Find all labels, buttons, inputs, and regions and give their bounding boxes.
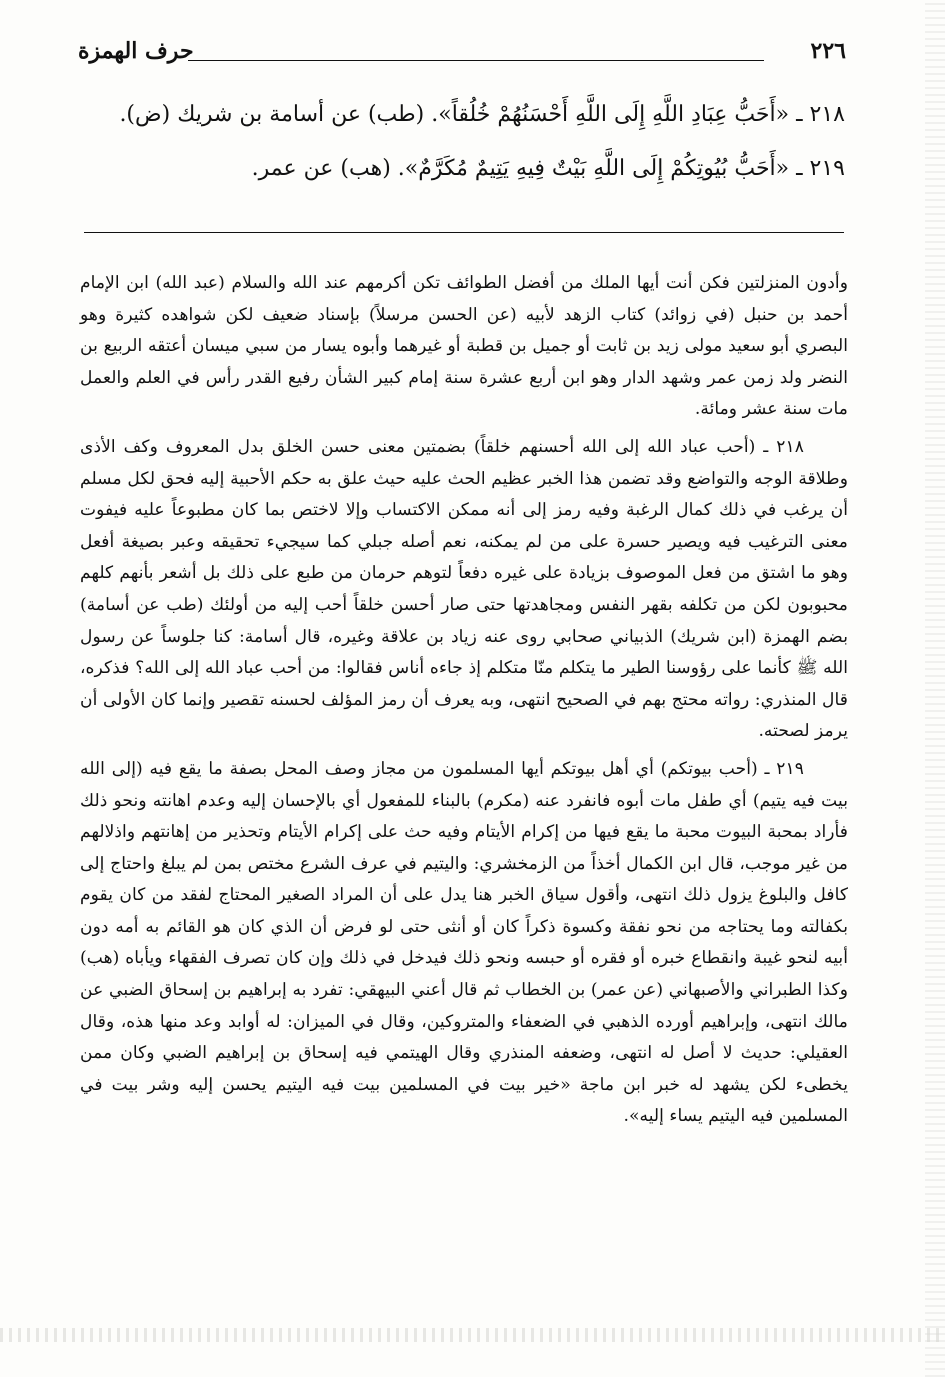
commentary-paragraph-218: ٢١٨ ـ (أحب عباد الله إلى الله أحسنهم خلقاً) بضمتين معنى حسن الخلق بدل المعروف وكف الأذى وطلاقة الوجه والتواضع وقد تضمن هذا الخبر عظيم الحث عليه حيث علق به حكم الأحبية إليه فحق لكل مسلم أن يرغب في ذلك كمال الرغبة وفيه رمز إلى أنه ممكن الاكتساب وإلا لاختص بما كان مطبوعاً عليه فيفوت معنى الترغيب فيه ويصير حسرة على من لم يمكنه، نعم أصله جبلي كما سيجيء تحقيقه وعبر بصيغة أفعل وهو ما اشتق من فعل الموصوف بزيادة على غيره دفعاً لتوهم حرمان من طبع على ذلك بل أشعر بأنهم كلهم محبوبون لكن من تكلفه بقهر النفس ومجاهدتها حتى صار أحسن خلقاً أحب إليه من أولئك (طب عن أسامة) بضم الهمزة (ابن شريك) الذبياني صحابي روى عنه زياد بن علاقة وغيره، قال أسامة: كنا جلوساً عن رسول الله ﷺ كأنما على رؤوسنا الطير ما يتكلم منّا متكلم إذ جاءه أناس فقالوا: من أحب عباد الله إلى الله؟ فذكره، قال المنذري: رواته محتج بهم في الصحيح انتهى، وبه يعرف أن رمز المؤلف لحسنه تقصير وإنما كان الأولى أن يرمز لصحته.	[80, 436, 848, 742]
scan-edge-noise	[925, 0, 945, 1377]
page-header	[78, 38, 846, 72]
header-rule	[188, 60, 764, 61]
commentary-paragraph-219: ٢١٩ ـ (أحب بيوتكم) أي أهل بيوتكم أيها المسلمون من مجاز وصف المحل بصفة ما يقع فيه (إلى الله بيت فيه يتيم) أي طفل مات أبوه فانفرد عنه (مكرم) بالبناء للمفعول أي بالإحسان إليه وعدم اهانته ونحو ذلك فأراد بمحبة البيوت محبة ما يقع فيها من إكرام الأيتام وفيه حث على إكرام الأيتام وتحذير من إهانتهم واذلالهم من غير موجب، قال ابن الكمال أخذاً من الزمخشري: واليتيم في عرف الشرع مختص بمن لم يبلغ واحتاج إلى كافل والبلوغ يزول ذلك انتهى، وأقول سياق الخبر هنا يدل على أن المراد الصغير المحتاج لفقد من كان يقوم بكفالته وما يحتاجه من نحو نفقة وكسوة ذكراً كان أو أنثى حتى لو فرض أن الذي كان هو القائم به أمه دون أبيه لنحو غيبة وانقطاع خبره أو فقره أو حبسه ونحو ذلك فيدخل في ذلك وإن كان تصرف الفقهاء ويأباه (هب) وكذا الطبراني والأصبهاني (عن عمر) بن الخطاب ثم قال أعني البيهقي: تفرد به إبراهيم بن إسحاق الضبي عن مالك انتهى، وإبراهيم أورده الذهبي في الضعفاء والمتروكين، وقال في الميزان: له أوابد وعد منها هذه، وقال العقيلي: حديث لا أصل له انتهى، وضعفه المنذري وقال الهيتمي فيه إسحاق بن إبراهيم الضبي وكان ممن يخطىء لكن يشهد له خبر ابن ماجة «خير بيت في المسلمين بيت فيه اليتيم يحسن إليه وشر بيت في المسلمين فيه اليتيم يساء إليه».	[80, 758, 848, 1127]
commentary-section	[80, 268, 848, 1139]
scan-bottom-noise	[0, 1328, 945, 1342]
hadith-219: ٢١٩ ـ «أَحَبُّ بُيُوتِكُمْ إِلَى اللَّهِ بَيْتٌ فِيهِ يَتِيمٌ مُكَرَّمٌ». (هب) عن عمر.	[251, 156, 845, 181]
chapter-title: حرف الهمزة	[78, 38, 194, 64]
page-number: ٢٢٦	[810, 38, 846, 64]
footnote-separator	[84, 232, 844, 233]
hadith-218: ٢١٨ ـ «أَحَبُّ عِبَادِ اللَّهِ إِلَى اللَّهِ أَحْسَنُهُمْ خُلُقاً». (طب) عن أسامة بن شريك (ض).	[119, 102, 845, 127]
commentary-paragraph-continuation: وأدون المنزلتين فكن أنت أيها الملك من أفضل الطوائف تكن أكرمهم عند الله والسلام (عبد الله) ابن الإمام أحمد بن حنبل (في زوائد) كتاب الزهد لأبيه (عن الحسن مرسلاً) بإسناد ضعيف لكن شواهده كثيرة وهو البصري أبو سعيد مولى زيد بن ثابت أو جميل بن قطبة أو غيرهما وأبوه يسار من سبي ميسان أعتقه الربيع بن النضر ولد زمن عمر وشهد الدار وهو ابن أربع عشرة سنة إمام كبير الشأن رفيع القدر رأس في العلم والعمل مات سنة عشر ومائة.	[80, 273, 848, 420]
